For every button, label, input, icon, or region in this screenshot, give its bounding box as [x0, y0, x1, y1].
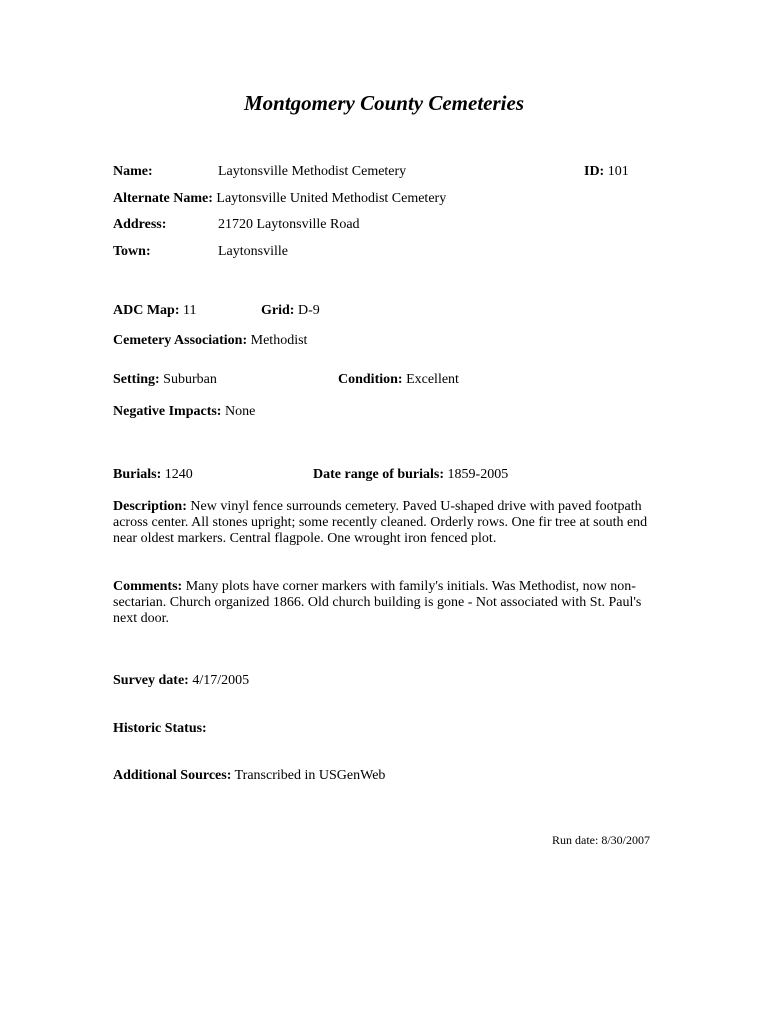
- town-label: Town:: [113, 244, 151, 259]
- alternate-name-field: [113, 191, 446, 207]
- grid-field: [261, 303, 320, 319]
- additional-sources-value: Transcribed in USGenWeb: [234, 768, 386, 783]
- setting-field: [113, 372, 217, 388]
- id-value: 101: [607, 164, 629, 179]
- grid-value: D-9: [297, 303, 320, 318]
- date-range-value: 1859-2005: [447, 467, 509, 482]
- address-label-row: [113, 217, 166, 233]
- burials-value: 1240: [164, 467, 193, 482]
- page-title: Montgomery County Cemeteries: [244, 91, 524, 115]
- comments-value: Many plots have corner markers with family's initials. Was Methodist, now non-sectarian. Church organized 1866. Old church building is gone - Not associated with St. Paul's next door.: [113, 579, 642, 626]
- name-value: Laytonsville Methodist Cemetery: [218, 164, 407, 179]
- alternate-name-value: Laytonsville United Methodist Cemetery: [216, 191, 447, 206]
- alternate-name-label: Alternate Name:: [113, 191, 213, 206]
- date-range-label: Date range of burials:: [313, 467, 445, 482]
- historic-status-field: [113, 721, 207, 737]
- association-label: Cemetery Association:: [113, 333, 248, 348]
- burials-field: [113, 467, 193, 483]
- address-value: 21720 Laytonsville Road: [218, 217, 360, 232]
- additional-sources-field: [113, 768, 385, 784]
- town-label-row: [113, 244, 151, 260]
- association-field: [113, 333, 307, 349]
- town-value: Laytonsville: [218, 244, 288, 259]
- date-range-field: [313, 467, 508, 483]
- id-label: ID:: [584, 164, 605, 179]
- adc-map-value: 11: [183, 303, 197, 318]
- historic-status-label: Historic Status:: [113, 721, 207, 736]
- condition-value: Excellent: [406, 372, 459, 387]
- survey-date-field: [113, 673, 249, 689]
- description-value: New vinyl fence surrounds cemetery. Paved U-shaped drive with paved footpath across center. All stones upright; some recently cleaned. Orderly rows. One fir tree at south end near oldest markers. Central flagpole. One wrought iron fenced plot.: [113, 499, 648, 546]
- grid-label: Grid:: [261, 303, 295, 318]
- setting-label: Setting:: [113, 372, 160, 387]
- survey-date-label: Survey date:: [113, 673, 189, 688]
- additional-sources-label: Additional Sources:: [113, 768, 232, 783]
- id-field: [584, 164, 629, 180]
- description-field: [113, 499, 658, 547]
- survey-date-value: 4/17/2005: [192, 673, 250, 688]
- run-date: Run date: 8/30/2007: [552, 833, 650, 847]
- address-label: Address:: [113, 217, 167, 232]
- burials-label: Burials:: [113, 467, 162, 482]
- comments-field: [113, 579, 658, 627]
- name-label-row: [113, 164, 153, 180]
- negative-impacts-field: [113, 404, 255, 420]
- adc-map-label: ADC Map:: [113, 303, 180, 318]
- description-label: Description:: [113, 499, 187, 514]
- condition-label: Condition:: [338, 372, 403, 387]
- negative-impacts-label: Negative Impacts:: [113, 404, 222, 419]
- name-label: Name:: [113, 164, 153, 179]
- association-value: Methodist: [250, 333, 308, 348]
- setting-value: Suburban: [163, 372, 217, 387]
- condition-field: [338, 372, 459, 388]
- comments-label: Comments:: [113, 579, 183, 594]
- adc-map-field: [113, 303, 196, 319]
- negative-impacts-value: None: [224, 404, 256, 419]
